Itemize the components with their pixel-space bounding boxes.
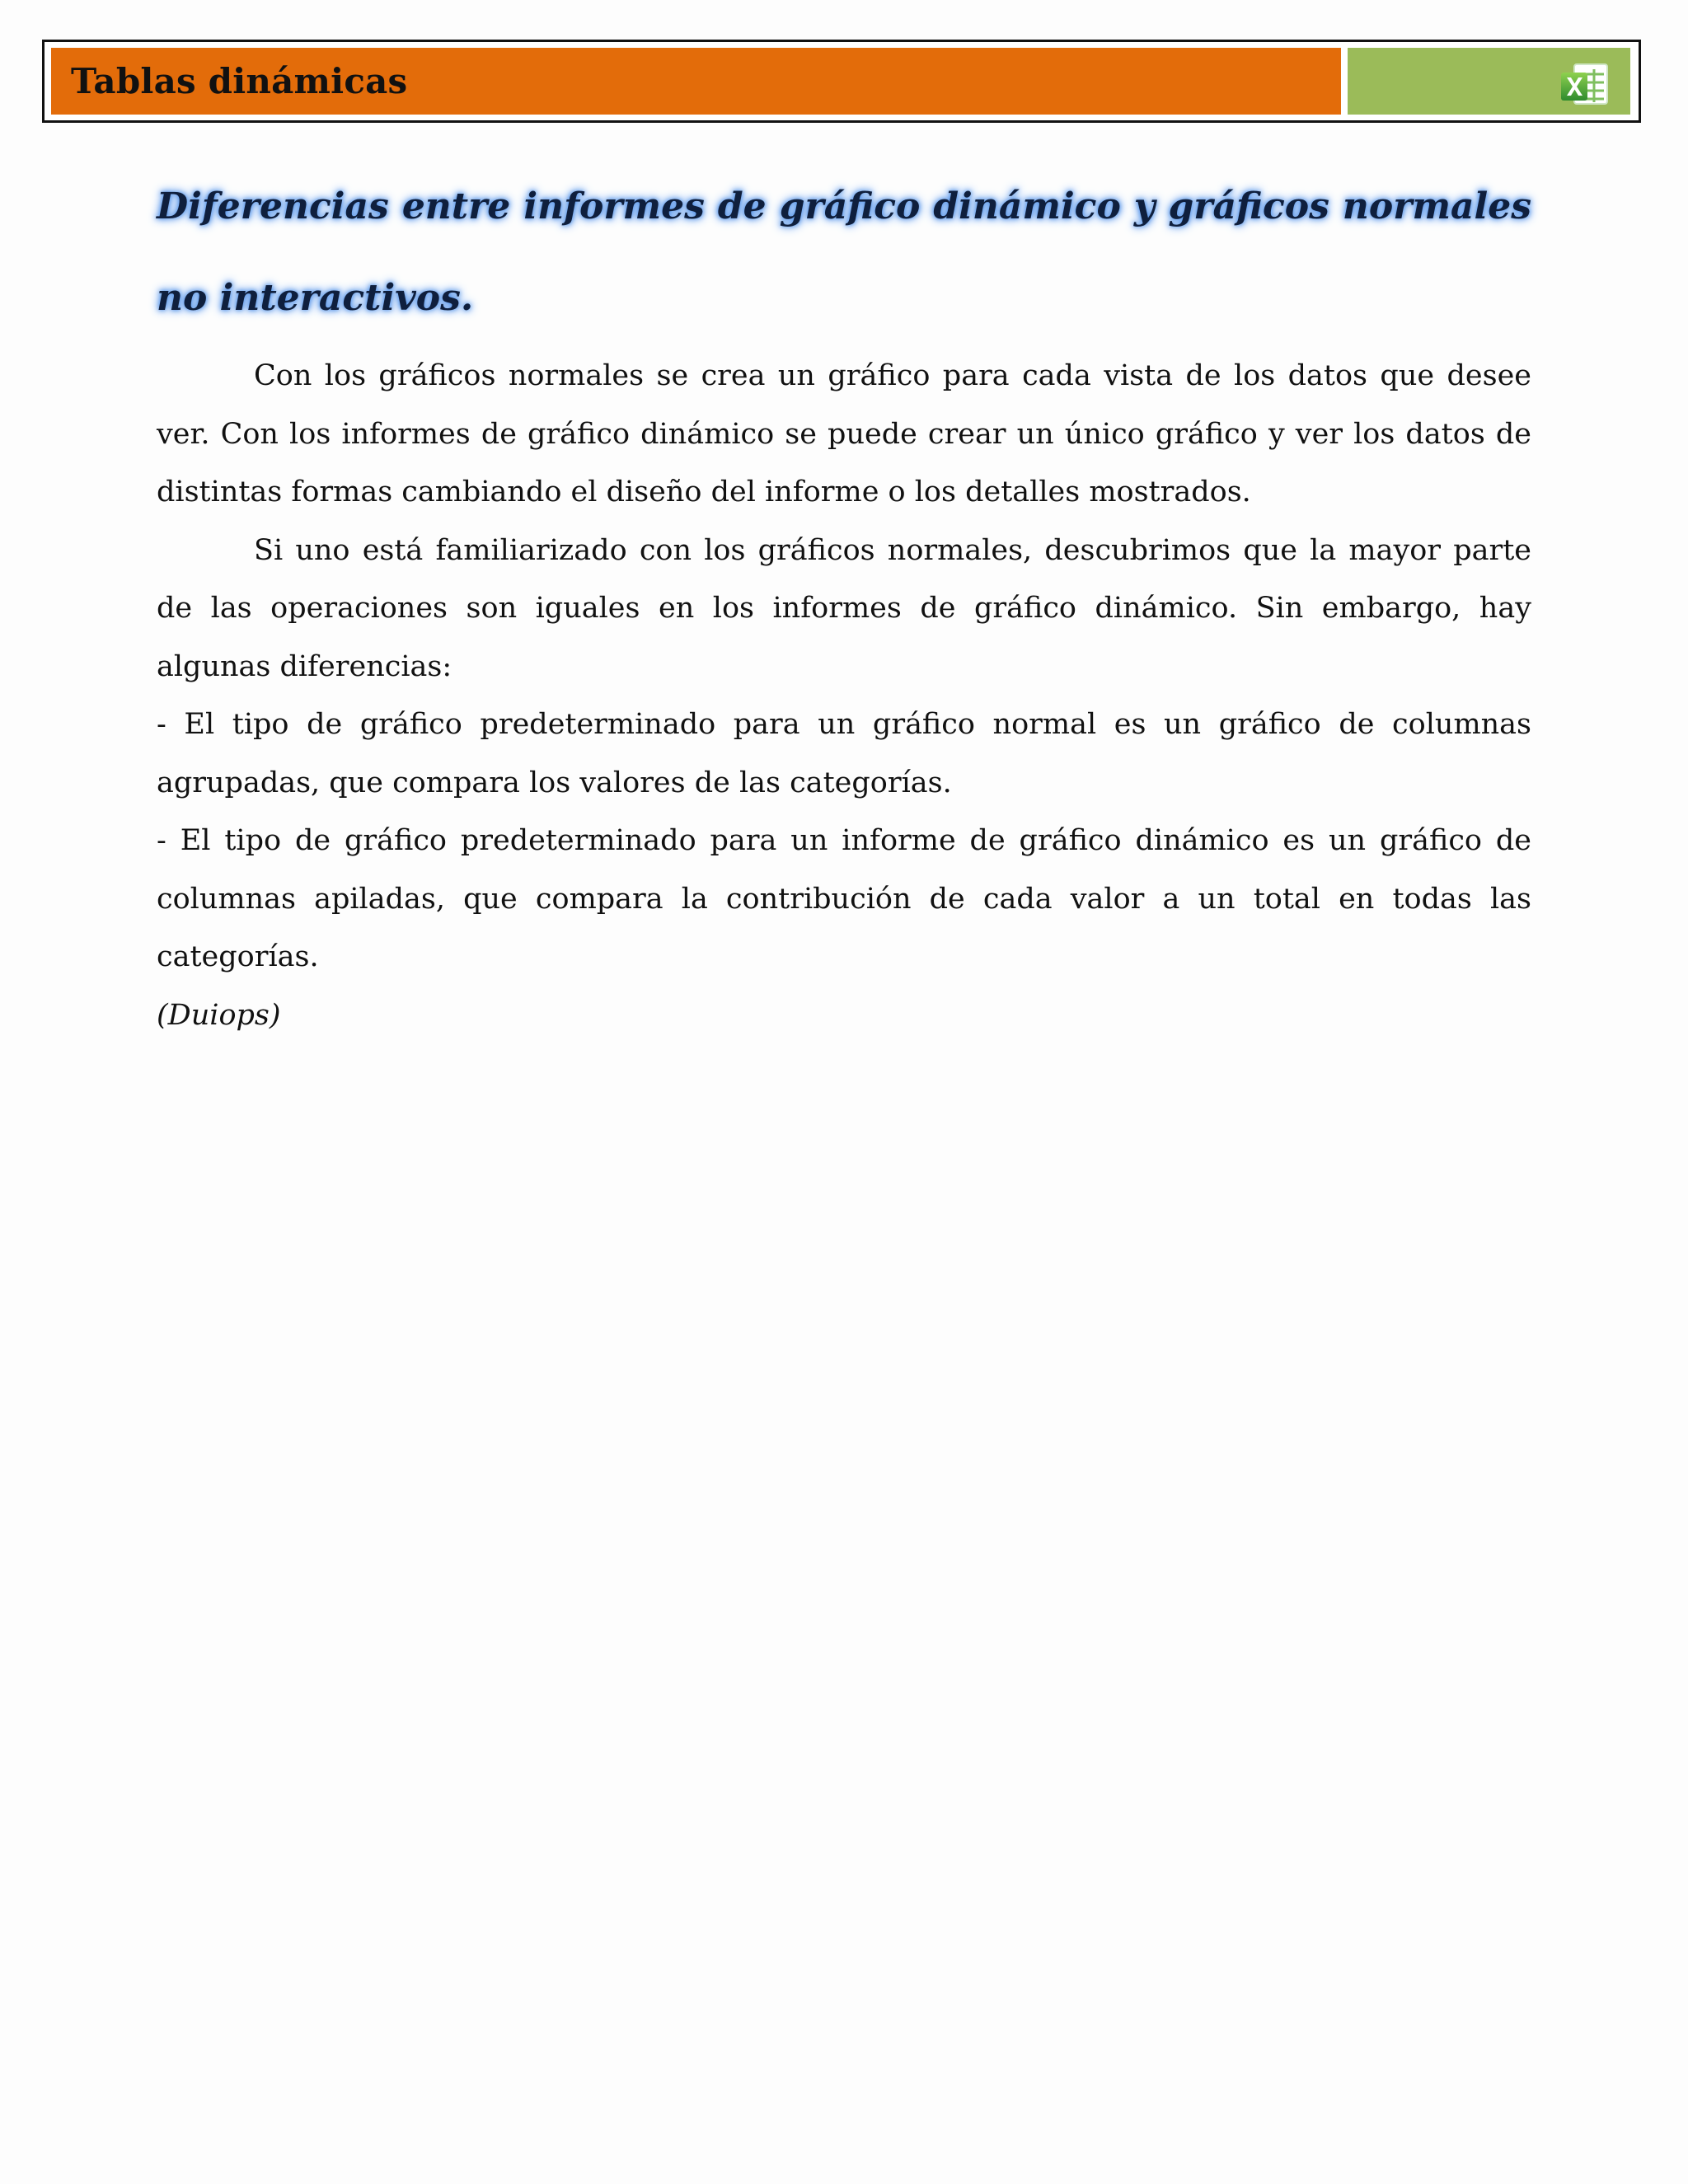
excel-icon [1559, 63, 1611, 107]
citation: (Duiops) [157, 998, 281, 1032]
bullet-item-2-text: - El tipo de gráfico predeterminado para un informe de gráfico dinámico es un gráfico de columnas apiladas, que compara la contribución de cada valor a un total en todas las categorías. [157, 824, 1531, 973]
body-text-block [157, 347, 1531, 1044]
page-header [42, 40, 1641, 123]
page-content [157, 161, 1531, 1044]
bullet-item-2 [157, 812, 1531, 1044]
bullet-item-1: - El tipo de gráfico predeterminado para un gráfico normal es un gráfico de columnas agrupadas, que compara los valores de las categorías. [157, 708, 1531, 799]
header-title: Tablas dinámicas [71, 61, 408, 101]
header-logo-bar [1348, 48, 1630, 115]
header-title-bar [51, 48, 1341, 115]
section-heading: Diferencias entre informes de gráfico dinámico y gráficos normales no interactivos. [157, 185, 1531, 319]
paragraph-2: Si uno está familiarizado con los gráficos normales, descubrimos que la mayor parte de las operaciones son iguales en los informes de gráfico dinámico. Sin embargo, hay algunas diferencias: [157, 533, 1531, 683]
paragraph-1: Con los gráficos normales se crea un gráfico para cada vista de los datos que desee ver. Con los informes de gráfico dinámico se puede crear un único gráfico y ver los datos de distintas formas cambiando el diseño del informe o los detalles mostrados. [157, 359, 1531, 509]
